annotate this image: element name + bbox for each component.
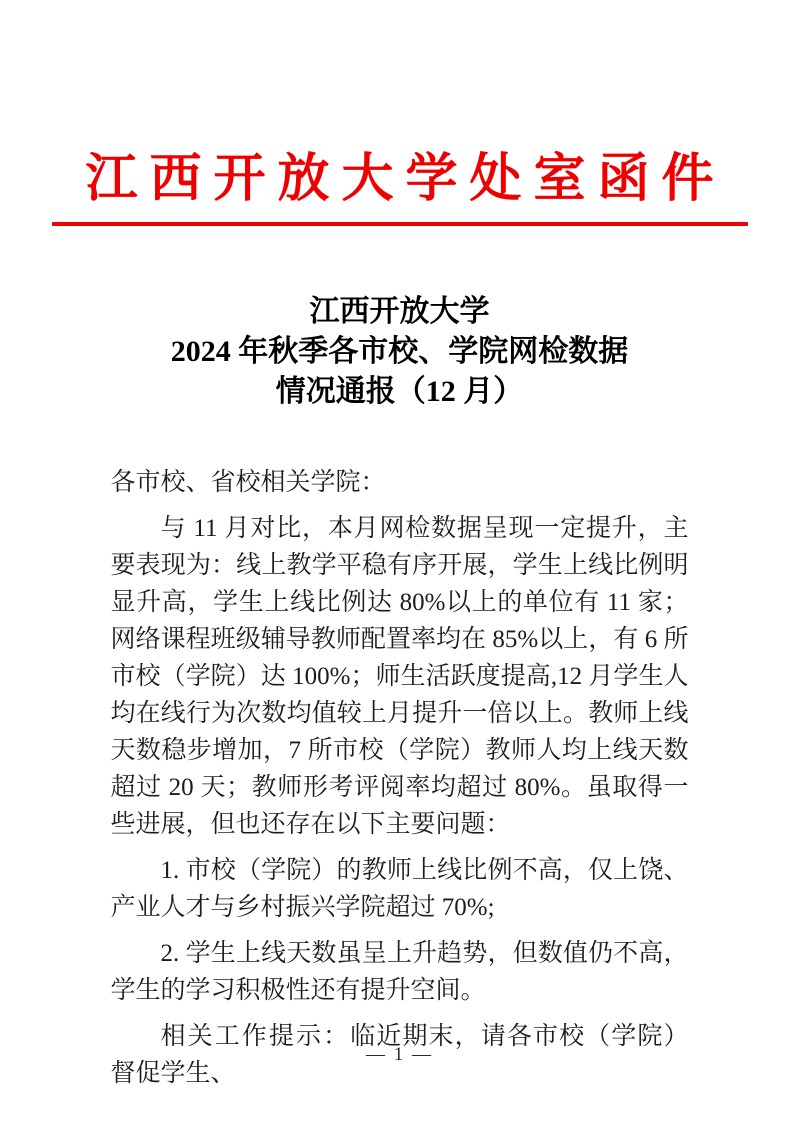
letterhead [0, 0, 799, 226]
page-footer [0, 1044, 799, 1066]
document-body [111, 464, 689, 1092]
letterhead-title: 江西开放大学处室函件 [85, 151, 726, 208]
document-title-line3: 情况通报（12 月） [275, 375, 524, 409]
body-paragraph: 相关工作提示：临近期末，请各市校（学院）督促学生、 [110, 1023, 689, 1088]
body-paragraph: 与 11 月对比，本月网检数据呈现一定提升，主要表现为：线上教学平稳有序开展，学生上线比例明显升高，学生上线比例达 80%以上的单位有 11 家；网络课程班级辅导教师配置率均在 85%以上，有 6 所市校（学院）达 100%；师生活跃度提高,12 月学生人均在线行为次数均值较上月提升一倍以上。教师上线天数稳步增加，7 所市校（学院）教师人均上线天数超过 20 天；教师形考评阅率均超过 80%。虽取得一些进展，但也还存在以下主要问题： [110, 515, 689, 839]
paragraph-lead: 相关工作提示： [160, 1023, 351, 1051]
document-title-line1: 江西开放大学 [309, 295, 490, 329]
page-number: — 1 — [366, 1044, 433, 1065]
salutation: 各市校、省校相关学院： [110, 469, 386, 497]
document-title-line2: 2024 年秋季各市校、学院网检数据 [170, 335, 629, 369]
paragraph-container [111, 510, 689, 1092]
body-paragraph: 1. 市校（学院）的教师上线比例不高，仅上饶、产业人才与乡村振兴学院超过 70%; [110, 857, 689, 922]
document-title [0, 292, 799, 412]
body-paragraph: 2. 学生上线天数虽呈上升趋势，但数值仍不高，学生的学习积极性还有提升空间。 [110, 940, 689, 1005]
letterhead-rule [52, 222, 748, 226]
